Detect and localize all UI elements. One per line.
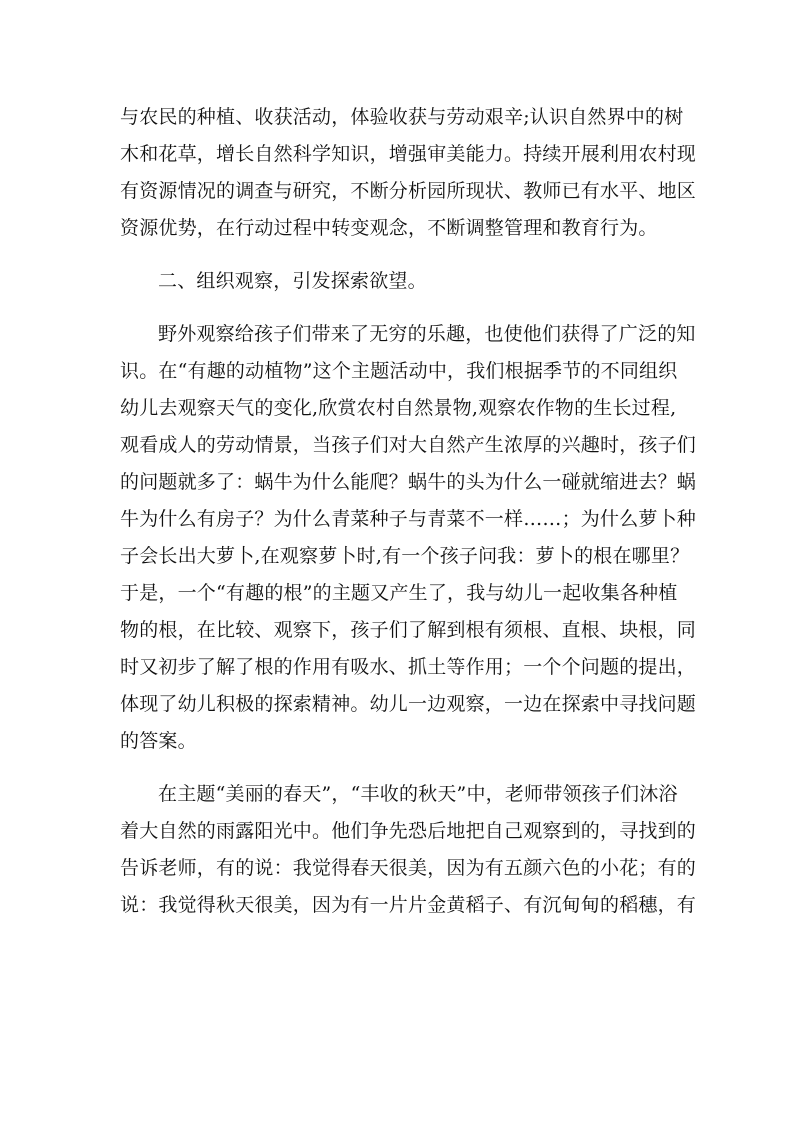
paragraph-spacing [120, 247, 682, 263]
text-line: 着大自然的雨露阳光中。他们争先恐后地把自己观察到的，寻找到的 [120, 820, 697, 842]
text-line: 告诉老师，有的说：我觉得春天很美，因为有五颜六色的小花；有的 [120, 857, 697, 879]
text-line: 在主题“美丽的春天”，“丰收的秋天”中，老师带领孩子们沐浴 [158, 783, 678, 805]
text-line: 有资源情况的调查与研究，不断分析园所现状、教师已有水平、地区 [120, 180, 697, 202]
paragraph-outdoor-observation [120, 316, 697, 760]
text-line: 子会长出大萝卜,在观察萝卜时,有一个孩子问我：萝卜的根在哪里？ [120, 545, 690, 567]
text-line: 识。在“有趣的动植物”这个主题活动中，我们根据季节的不同组织 [120, 360, 678, 382]
section-heading-2 [120, 263, 682, 300]
paragraph-intro-continuation [120, 99, 697, 247]
text-line: 物的根，在比较、观察下，孩子们了解到根有须根、直根、块根，同 [120, 619, 697, 641]
text-line: 牛为什么有房子？为什么青菜种子与青菜不一样……；为什么萝卜种 [120, 508, 697, 530]
paragraph-spring-autumn-theme [120, 776, 697, 924]
text-line: 野外观察给孩子们带来了无穷的乐趣，也使他们获得了广泛的知 [158, 323, 696, 345]
paragraph-spacing [120, 760, 682, 776]
section-heading-text: 二、组织观察，引发探索欲望。 [158, 270, 427, 292]
text-line: 资源优势，在行动过程中转变观念，不断调整管理和教育行为。 [120, 217, 658, 239]
text-line: 与农民的种植、收获活动，体验收获与劳动艰辛;认识自然界中的树 [120, 106, 684, 128]
text-line: 体现了幼儿积极的探索精神。幼儿一边观察，一边在探索中寻找问题 [120, 693, 697, 715]
document-body [120, 99, 697, 924]
paragraph-spacing [120, 300, 682, 316]
text-line: 的问题就多了：蜗牛为什么能爬？蜗牛的头为什么一碰就缩进去？蜗 [120, 471, 697, 493]
text-line: 时又初步了解了根的作用有吸水、抓土等作用；一个个问题的提出， [120, 656, 697, 678]
text-line: 幼儿去观察天气的变化,欣赏农村自然景物,观察农作物的生长过程, [120, 397, 677, 419]
text-line: 于是，一个“有趣的根”的主题又产生了，我与幼儿一起收集各种植 [120, 582, 678, 604]
text-line: 观看成人的劳动情景，当孩子们对大自然产生浓厚的兴趣时，孩子们 [120, 434, 697, 456]
text-line: 的答案。 [120, 730, 197, 752]
text-line: 说：我觉得秋天很美，因为有一片片金黄稻子、有沉甸甸的稻穗，有 [120, 894, 697, 916]
text-line: 木和花草，增长自然科学知识，增强审美能力。持续开展利用农村现 [120, 143, 697, 165]
